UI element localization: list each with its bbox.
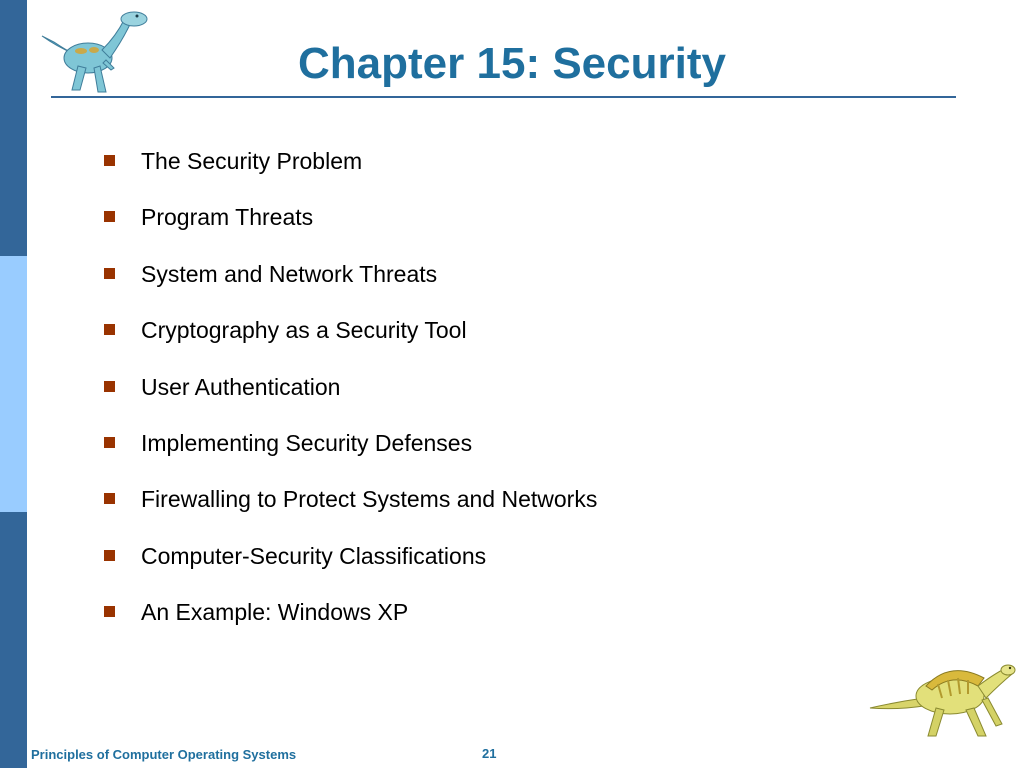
footer-course-title: Principles of Computer Operating Systems <box>31 747 297 762</box>
slide-title: Chapter 15: Security <box>298 39 726 88</box>
bullet-item <box>104 370 597 426</box>
bullet-text: An Example: Windows XP <box>141 599 409 626</box>
bullet-item <box>104 200 597 256</box>
bullet-text: Firewalling to Protect Systems and Networks <box>141 486 598 513</box>
bullet-text: Program Threats <box>141 204 314 231</box>
square-bullet-icon <box>104 268 115 279</box>
bullet-text: User Authentication <box>141 373 341 400</box>
bullet-text: The Security Problem <box>141 148 363 174</box>
bullet-item <box>104 144 597 200</box>
square-bullet-icon <box>104 493 115 504</box>
bullet-text: Cryptography as a Security Tool <box>141 317 467 344</box>
bullet-item <box>104 539 597 595</box>
dinosaur-icon <box>866 656 1016 742</box>
title-divider <box>51 96 956 98</box>
square-bullet-icon <box>104 550 115 561</box>
bullet-item <box>104 313 597 369</box>
bullet-list <box>104 144 597 652</box>
square-bullet-icon <box>104 381 115 392</box>
bullet-text: Computer-Security Classifications <box>141 542 487 569</box>
bullet-item <box>104 482 597 538</box>
sidebar-band-middle <box>0 256 27 512</box>
square-bullet-icon <box>104 606 115 617</box>
bullet-item <box>104 426 597 482</box>
square-bullet-icon <box>104 324 115 335</box>
bullet-text: System and Network Threats <box>141 260 438 287</box>
bullet-item <box>104 257 597 313</box>
square-bullet-icon <box>104 155 115 166</box>
bullet-item <box>104 595 597 651</box>
bullet-text: Implementing Security Defenses <box>141 429 473 456</box>
square-bullet-icon <box>104 437 115 448</box>
square-bullet-icon <box>104 211 115 222</box>
page-number: 21 <box>482 746 497 761</box>
sidebar-band-bottom <box>0 512 27 768</box>
